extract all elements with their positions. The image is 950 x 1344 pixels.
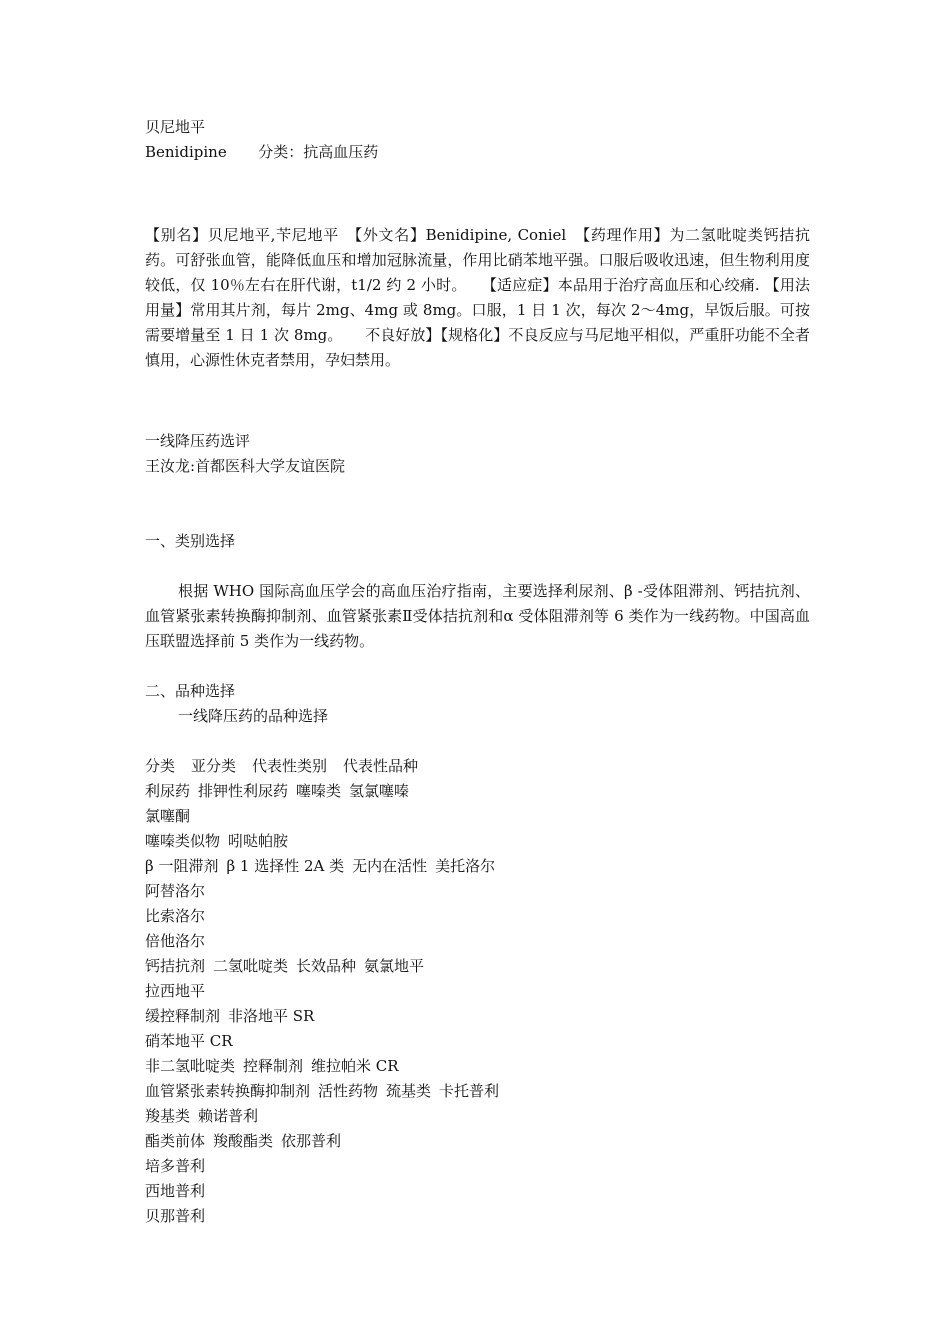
article-title: 一线降压药选评 [145,432,251,450]
table-cell: 血管紧张素转换酶抑制剂 [145,1082,311,1100]
table-row [145,1004,810,1029]
table-cell: 西地普利 [145,1182,206,1200]
table-row [145,1079,810,1104]
drug-english-name: Benidipine [145,143,227,161]
table-cell: 氯噻酮 [145,807,191,825]
table-cell: 卡托普利 [439,1082,500,1100]
table-cell: 控释制剂 [243,1057,304,1075]
table-cell: 羧基类 [145,1107,191,1125]
table-cell: 硝苯地平 CR [145,1032,233,1050]
table-row [145,1104,810,1129]
table-cell: 噻嗪类似物 [145,832,221,850]
table-row [145,1029,810,1054]
table-cell: 氨氯地平 [364,957,425,975]
section-heading-variety: 二、品种选择 [145,682,236,700]
table-header-cell: 代表性类别 [252,757,328,775]
table-row [145,1054,810,1079]
table-cell: 排钾性利尿药 [198,782,289,800]
table-row [145,779,810,804]
table-header-cell: 分类 [145,757,176,775]
table-cell: 活性药物 [318,1082,379,1100]
table-row [145,804,810,829]
table-row [145,954,810,979]
table-cell: 巯基类 [386,1082,432,1100]
table-cell: 比索洛尔 [145,907,206,925]
doc-subtitle [145,140,810,165]
table-body [145,779,810,1229]
table-row [145,1129,810,1154]
table-cell: 培多普利 [145,1157,206,1175]
table-cell: 美托洛尔 [435,857,496,875]
table-cell: 吲哒帕胺 [228,832,289,850]
table-row [145,1154,810,1179]
table-cell: 噻嗪类 [296,782,342,800]
drug-description-paragraph: 【别名】贝尼地平,苄尼地平 【外文名】Benidipine, Coniel 【药理作用】为二氢吡啶类钙拮抗药。可舒张血管，能降低血压和增加冠脉流量，作用比硝苯地平强。口服后吸收迅速，但生物利用度较低，仅 10％左右在肝代谢，t1/2 约 2 小时。 【适应症】本品用于治疗高血压和心绞痛. 【用法用量】常用其片剂，每片 2mg、4mg 或 8mg。口服，1 日 1 次，每次 2～4mg，早饭后服。可按需要增量至 1 日 1 次 8mg。 不良好放】【规格化】不良反应与马尼地平相似，严重肝功能不全者慎用，心源性休克者禁用，孕妇禁用。 [145,226,810,369]
article-author: 王汝龙:首都医科大学友谊医院 [145,457,346,475]
table-cell: 长效品种 [296,957,357,975]
table-cell: 维拉帕米 CR [311,1057,399,1075]
table-cell: 赖诺普利 [198,1107,259,1125]
table-row [145,879,810,904]
table-header-cell: 代表性品种 [343,757,419,775]
table-cell: β 一阻滞剂 [145,857,219,875]
section-variety-subtitle: 一线降压药的品种选择 [178,707,329,725]
table-cell: 倍他洛尔 [145,932,206,950]
section-heading-category: 一、类别选择 [145,532,236,550]
table-cell: 贝那普利 [145,1207,206,1225]
table-header-cell: 亚分类 [191,757,237,775]
table-row [145,1204,810,1229]
table-cell: 氢氯噻嗪 [349,782,410,800]
table-cell: 非二氢吡啶类 [145,1057,236,1075]
table-cell: 依那普利 [281,1132,342,1150]
table-cell: 二氢吡啶类 [213,957,289,975]
doc-title: 贝尼地平 [145,118,206,136]
table-row [145,829,810,854]
table-row [145,979,810,1004]
table-cell: 缓控释制剂 [145,1007,221,1025]
table-cell: 非洛地平 SR [228,1007,315,1025]
section-category-text: 根据 WHO 国际高血压学会的高血压治疗指南，主要选择利尿剂、β -受体阻滞剂、钙拮抗剂、血管紧张素转换酶抑制剂、血管紧张素Ⅱ受体拮抗剂和α 受体阻滞剂等 6 类作为一线药物。中国高血压联盟选择前 5 类作为一线药物。 [145,582,810,650]
table-header [145,754,810,779]
table-cell: β 1 选择性 2A 类 [226,857,345,875]
table-cell: 拉西地平 [145,982,206,1000]
table-cell: 无内在活性 [352,857,428,875]
table-row [145,854,810,879]
drug-class: 分类：抗高血压药 [258,143,379,161]
table-row [145,904,810,929]
table-cell: 羧酸酯类 [213,1132,274,1150]
table-cell: 阿替洛尔 [145,882,206,900]
document-page [145,115,810,1229]
table-cell: 酯类前体 [145,1132,206,1150]
table-row [145,1179,810,1204]
table-cell: 钙拮抗剂 [145,957,206,975]
table-row [145,929,810,954]
table-cell: 利尿药 [145,782,191,800]
